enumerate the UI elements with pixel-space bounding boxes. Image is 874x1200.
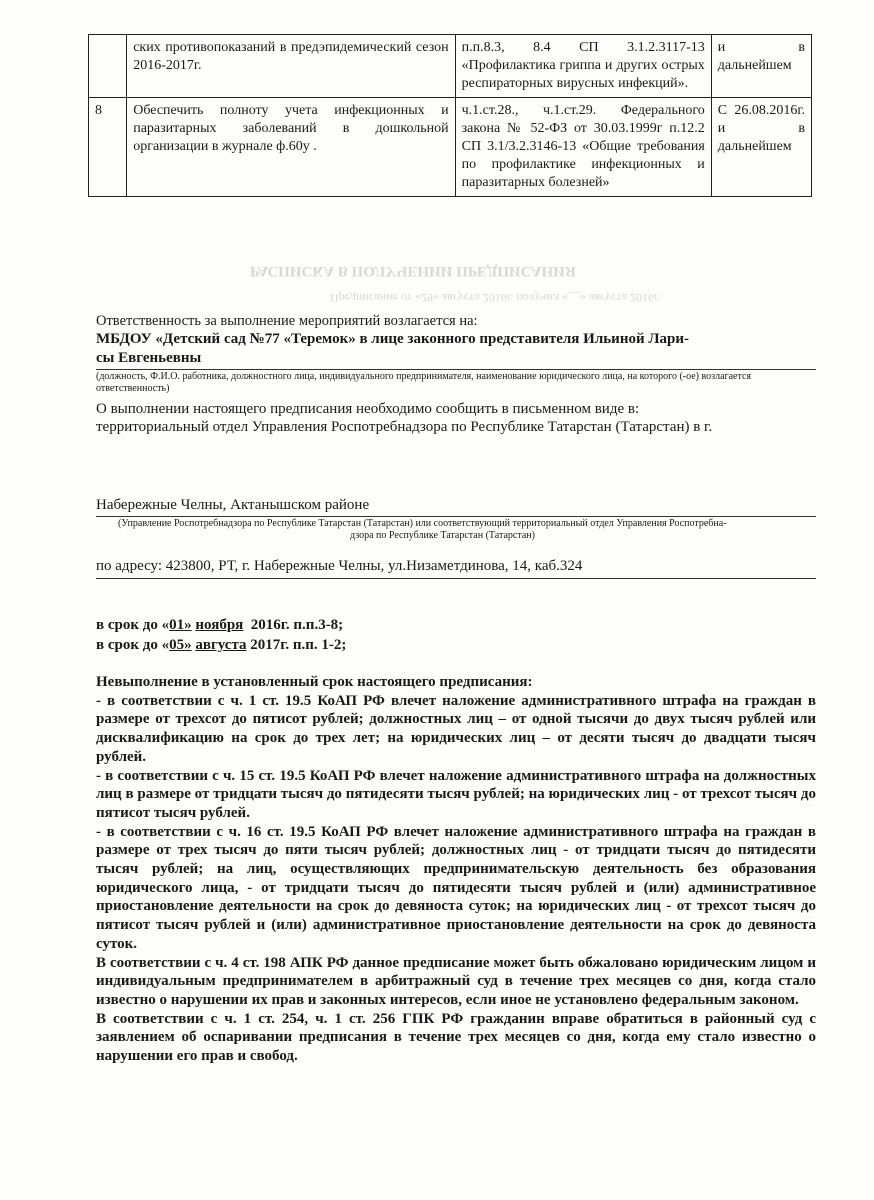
divider bbox=[96, 369, 816, 370]
department-caption: (Управление Роспотребнадзора по Республике Татарстан (Татарстан) или соответствующий территориальный отдел Управления Роспотребна- bbox=[118, 518, 727, 529]
basis-cell: п.п.8.3, 8.4 СП 3.1.2.3117-13 «Профилактика гриппа и других острых респираторных вирусных инфекций». bbox=[455, 35, 711, 98]
table-row bbox=[89, 98, 812, 197]
responsible-entity: МБДОУ «Детский сад №77 «Теремок» в лице законного представителя Ильиной Лари- bbox=[96, 331, 690, 347]
report-department: территориальный отдел Управления Роспотребнадзора по Республике Татарстан (Татарстан) в г. bbox=[96, 419, 713, 435]
row-number bbox=[89, 35, 127, 98]
penalties-heading: Невыполнение в установленный срок настоящего предписания: bbox=[96, 674, 533, 690]
report-department-cont: Набережные Челны, Актанышском районе bbox=[96, 497, 370, 513]
bleed-through-line: Предписание от «29» августа 2016г. получил «__» августа 2016г. bbox=[330, 291, 661, 305]
bleed-through-heading: РАСПИСКА В ПОЛУЧЕНИИ ПРЕДПИСАНИЯ bbox=[250, 263, 576, 279]
report-intro: О выполнении настоящего предписания необходимо сообщить в письменном виде в: bbox=[96, 401, 640, 417]
term-cell: и в дальнейшем bbox=[711, 35, 811, 98]
measure-cell: Обеспечить полноту учета инфекционных и паразитарных заболеваний в дошкольной организации в журнале ф.60у . bbox=[127, 98, 455, 197]
appeal-paragraph: В соответствии с ч. 4 ст. 198 АПК РФ данное предписание может быть обжаловано юридическим лицом и индивидуальным предпринимателем в арбитражный суд в течение трех месяцев со дня, когда стало известно о нарушении их прав и законных интересов, если иное не установлено федеральным законом. bbox=[96, 954, 816, 1008]
divider bbox=[96, 578, 816, 579]
responsible-entity-cont: сы Евгеньевны bbox=[96, 350, 202, 366]
basis-cell: ч.1.ст.28., ч.1.ст.29. Федерального закона № 52-ФЗ от 30.03.1999г п.12.2 СП 3.1/3.2.3146-13 «Общие требования по профилактике инфекционных и паразитарных болезней» bbox=[455, 98, 711, 197]
measure-cell: ских противопоказаний в предэпидемический сезон 2016-2017г. bbox=[127, 35, 455, 98]
appeal-paragraph: В соответствии с ч. 1 ст. 254, ч. 1 ст. 256 ГПК РФ гражданин вправе обратиться в районный суд с заявлением об оспаривании предписания в течение трех месяцев со дня, когда ему стало известно о нарушении его прав и свобод. bbox=[96, 1010, 816, 1065]
penalties-section bbox=[96, 673, 816, 1066]
penalty-paragraph: - в соответствии с ч. 15 ст. 19.5 КоАП РФ влечет наложение административного штрафа на должностных лиц в размере от тридцати тысяч до пятидесяти тысяч рублей; на юридических лиц - от трехсот тысяч до пятисот тысяч рублей. bbox=[96, 767, 816, 821]
responsibility-intro: Ответственность за выполнение мероприятий возлагается на: bbox=[96, 313, 478, 329]
deadline-line: в срок до «05» августа 2017г. п.п. 1-2; bbox=[96, 637, 347, 653]
term-cell: С 26.08.2016г. и в дальнейшем bbox=[711, 98, 811, 197]
report-address: по адресу: 423800, РТ, г. Набережные Челны, ул.Низаметдинова, 14, каб.324 bbox=[96, 558, 583, 574]
divider bbox=[96, 516, 816, 517]
row-number: 8 bbox=[89, 98, 127, 197]
penalty-paragraph: - в соответствии с ч. 16 ст. 19.5 КоАП РФ влечет наложение административного штрафа на граждан в размере от трех тысяч до пяти тысяч рублей; должностных лиц - от тридцати тысяч до пятидесяти тысяч рублей; на лиц, осуществляющих предпринимательскую деятельность без образования юридического лица, - от тридцати тысяч до пятидесяти тысяч рублей и (или) административное приостановление деятельности на срок до девяноста суток; на юридических лиц - от трехсот тысяч до пятисот тысяч рублей и (или) административное приостановление деятельности на срок до девяноста суток. bbox=[96, 823, 816, 952]
department-caption-cont: дзора по Республике Татарстан (Татарстан) bbox=[350, 530, 535, 541]
responsibility-caption: (должность, Ф.И.О. работника, должностного лица, индивидуального предпринимателя, наименование юридического лица, на которого (-ое) возлагается ответственность) bbox=[96, 371, 752, 394]
penalty-paragraph: - в соответствии с ч. 1 ст. 19.5 КоАП РФ влечет наложение административного штрафа на граждан в размере от трехсот до пятисот рублей; должностных лиц – от одной тысячи до двух тысяч рублей или дисквалификацию на срок до трех лет; на юридических лиц – от десяти тысяч до двадцати тысяч рублей. bbox=[96, 692, 816, 765]
table-row bbox=[89, 35, 812, 98]
measures-table bbox=[88, 34, 812, 197]
deadline-line: в срок до «01» ноября 2016г. п.п.3-8; bbox=[96, 617, 344, 633]
